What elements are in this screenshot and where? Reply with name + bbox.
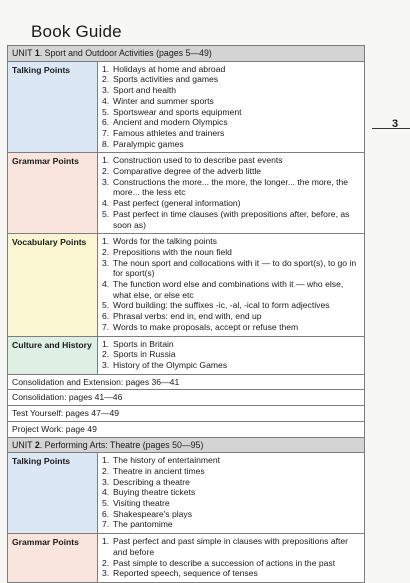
list-item	[102, 498, 360, 509]
item-text: Famous athletes and trainers	[113, 127, 225, 138]
item-list	[102, 155, 360, 230]
item-text: Shakespeare's plays	[113, 508, 193, 519]
list-item	[102, 339, 360, 350]
item-number: 4.	[102, 95, 110, 106]
list-item	[102, 477, 360, 488]
list-item	[102, 128, 360, 139]
item-number: 7.	[102, 519, 110, 530]
item-list	[102, 64, 360, 150]
item-number: 7.	[102, 321, 110, 332]
list-item	[102, 311, 360, 322]
list-item	[102, 177, 360, 198]
list-item	[102, 322, 360, 333]
list-item	[102, 279, 360, 300]
item-text: Past simple to describe a succession of actions in the past	[113, 557, 336, 568]
item-number: 2.	[102, 246, 110, 257]
item-number: 5.	[102, 208, 110, 219]
section-row	[8, 453, 365, 534]
item-number: 5.	[102, 498, 110, 509]
extra-pages: Consolidation: pages 41—46	[8, 390, 365, 406]
unit-header	[8, 437, 365, 453]
item-text: Reported speech, sequence of tenses	[113, 568, 258, 579]
item-text: Ancient and modern Olympics	[113, 117, 228, 128]
item-number: 2.	[102, 465, 110, 476]
unit-header	[8, 46, 365, 62]
item-number: 1.	[102, 536, 110, 547]
list-item	[102, 247, 360, 258]
unit-number: 2	[34, 439, 40, 450]
item-text: The function word else and combinations with it — who else, what else, or else etc	[113, 279, 344, 300]
item-text: Past perfect and past simple in clauses with prepositions after and before	[113, 536, 349, 557]
item-text: Buying theatre tickets	[113, 487, 196, 498]
item-number: 1.	[102, 455, 110, 466]
item-text: Visiting theatre	[113, 498, 170, 509]
item-number: 3.	[102, 176, 110, 187]
list-item	[102, 258, 360, 279]
item-number: 4.	[102, 487, 110, 498]
item-text: Theatre in ancient times	[113, 465, 205, 476]
item-text: Sports in Britain	[113, 338, 174, 349]
list-item	[102, 96, 360, 107]
section-name: Vocabulary Points	[8, 234, 98, 336]
item-text: The noun sport and collocations with it — to do sport(s), to go in for sport(s)	[113, 257, 357, 279]
list-item	[102, 198, 360, 209]
extra-row	[8, 421, 365, 437]
section-name: Grammar Points	[8, 153, 98, 234]
item-text: Prepositions with the noun field	[113, 246, 232, 257]
extra-row	[8, 374, 365, 390]
extra-row	[8, 390, 365, 406]
section-row	[8, 534, 365, 583]
list-item	[102, 509, 360, 520]
unit-header-row	[8, 46, 365, 62]
item-text: Sports in Russia	[113, 349, 176, 360]
item-list	[102, 339, 360, 371]
unit-header-row	[8, 437, 365, 453]
item-text: Sport and health	[113, 85, 177, 96]
item-number: 6.	[102, 117, 110, 128]
item-text: Constructions the more... the more, the longer... the more, the more... the less etc	[113, 176, 349, 198]
list-item	[102, 209, 360, 230]
item-number: 2.	[102, 557, 110, 568]
item-number: 3.	[102, 359, 110, 370]
section-name: Grammar Points	[8, 534, 98, 583]
item-text: Words to make proposals, accept or refuse them	[113, 321, 299, 332]
page-number: 3	[392, 118, 399, 130]
extra-pages: Project Work: page 49	[8, 421, 365, 437]
item-text: Words for the talking points	[113, 236, 217, 247]
item-text: Sports activities and games	[113, 74, 219, 85]
item-text: Past perfect in time clauses (with prepositions after, before, as soon as)	[113, 208, 350, 230]
item-number: 5.	[102, 300, 110, 311]
list-item	[102, 85, 360, 96]
list-item	[102, 107, 360, 118]
list-item	[102, 568, 360, 579]
list-item	[102, 139, 360, 150]
list-item	[102, 558, 360, 569]
section-items	[98, 234, 365, 336]
item-text: Paralympic games	[113, 138, 184, 149]
item-number: 6.	[102, 508, 110, 519]
section-items	[98, 534, 365, 583]
item-text: Describing a theatre	[113, 476, 190, 487]
list-item	[102, 536, 360, 557]
item-number: 2.	[102, 349, 110, 360]
item-text: Word building: the suffixes -ic, -al, -ical to form adjectives	[113, 300, 330, 311]
list-item	[102, 466, 360, 477]
item-number: 5.	[102, 106, 110, 117]
list-item	[102, 519, 360, 530]
item-number: 2.	[102, 166, 110, 177]
item-number: 2.	[102, 74, 110, 85]
section-row	[8, 336, 365, 374]
item-number: 4.	[102, 198, 110, 209]
section-items	[98, 153, 365, 234]
item-text: Past perfect (general information)	[113, 198, 241, 209]
item-text: Comparative degree of the adverb little	[113, 166, 262, 177]
section-items	[98, 453, 365, 534]
list-item	[102, 236, 360, 247]
item-number: 3.	[102, 568, 110, 579]
section-row	[8, 234, 365, 336]
item-number: 6.	[102, 311, 110, 322]
list-item	[102, 166, 360, 177]
list-item	[102, 74, 360, 85]
item-list	[102, 536, 360, 579]
unit-label: UNIT	[12, 439, 33, 450]
list-item	[102, 455, 360, 466]
item-number: 4.	[102, 279, 110, 290]
item-text: The history of entertainment	[113, 455, 220, 466]
unit-title: . Performing Arts: Theatre (pages 50—95)	[39, 439, 204, 450]
guide-table	[7, 45, 365, 583]
item-list	[102, 236, 360, 332]
edge-rule	[372, 128, 410, 129]
section-items	[98, 61, 365, 153]
item-number: 7.	[102, 127, 110, 138]
unit-title: . Sport and Outdoor Activities (pages 5—49)	[39, 48, 212, 58]
item-text: Holidays at home and abroad	[113, 63, 226, 74]
section-name: Talking Points	[8, 453, 98, 534]
item-text: Phrasal verbs: end in, end with, end up	[113, 311, 262, 322]
section-name: Culture and History	[8, 336, 98, 374]
list-item	[102, 155, 360, 166]
extra-row	[8, 406, 365, 422]
item-number: 1.	[102, 236, 110, 247]
item-text: Construction used to to describe past events	[113, 155, 283, 166]
item-number: 3.	[102, 85, 110, 96]
item-list	[102, 455, 360, 530]
list-item	[102, 64, 360, 75]
list-item	[102, 300, 360, 311]
section-name: Talking Points	[8, 61, 98, 153]
item-number: 8.	[102, 138, 110, 149]
section-row	[8, 61, 365, 153]
item-text: History of the Olympic Games	[113, 359, 228, 370]
extra-pages: Test Yourself: pages 47—49	[8, 406, 365, 422]
list-item	[102, 360, 360, 371]
list-item	[102, 487, 360, 498]
unit-label: UNIT	[12, 48, 33, 58]
item-text: The pantomime	[113, 519, 173, 530]
item-number: 1.	[102, 63, 110, 74]
page-title: Book Guide	[31, 22, 122, 41]
item-number: 1.	[102, 338, 110, 349]
section-items	[98, 336, 365, 374]
extra-pages: Consolidation and Extension: pages 36—41	[8, 374, 365, 390]
section-row	[8, 153, 365, 234]
item-number: 3.	[102, 257, 110, 268]
unit-number: 1	[34, 48, 40, 58]
item-number: 1.	[102, 155, 110, 166]
item-text: Sportswear and sports equipment	[113, 106, 242, 117]
list-item	[102, 117, 360, 128]
list-item	[102, 349, 360, 360]
item-text: Winter and summer sports	[113, 95, 214, 106]
item-number: 3.	[102, 476, 110, 487]
